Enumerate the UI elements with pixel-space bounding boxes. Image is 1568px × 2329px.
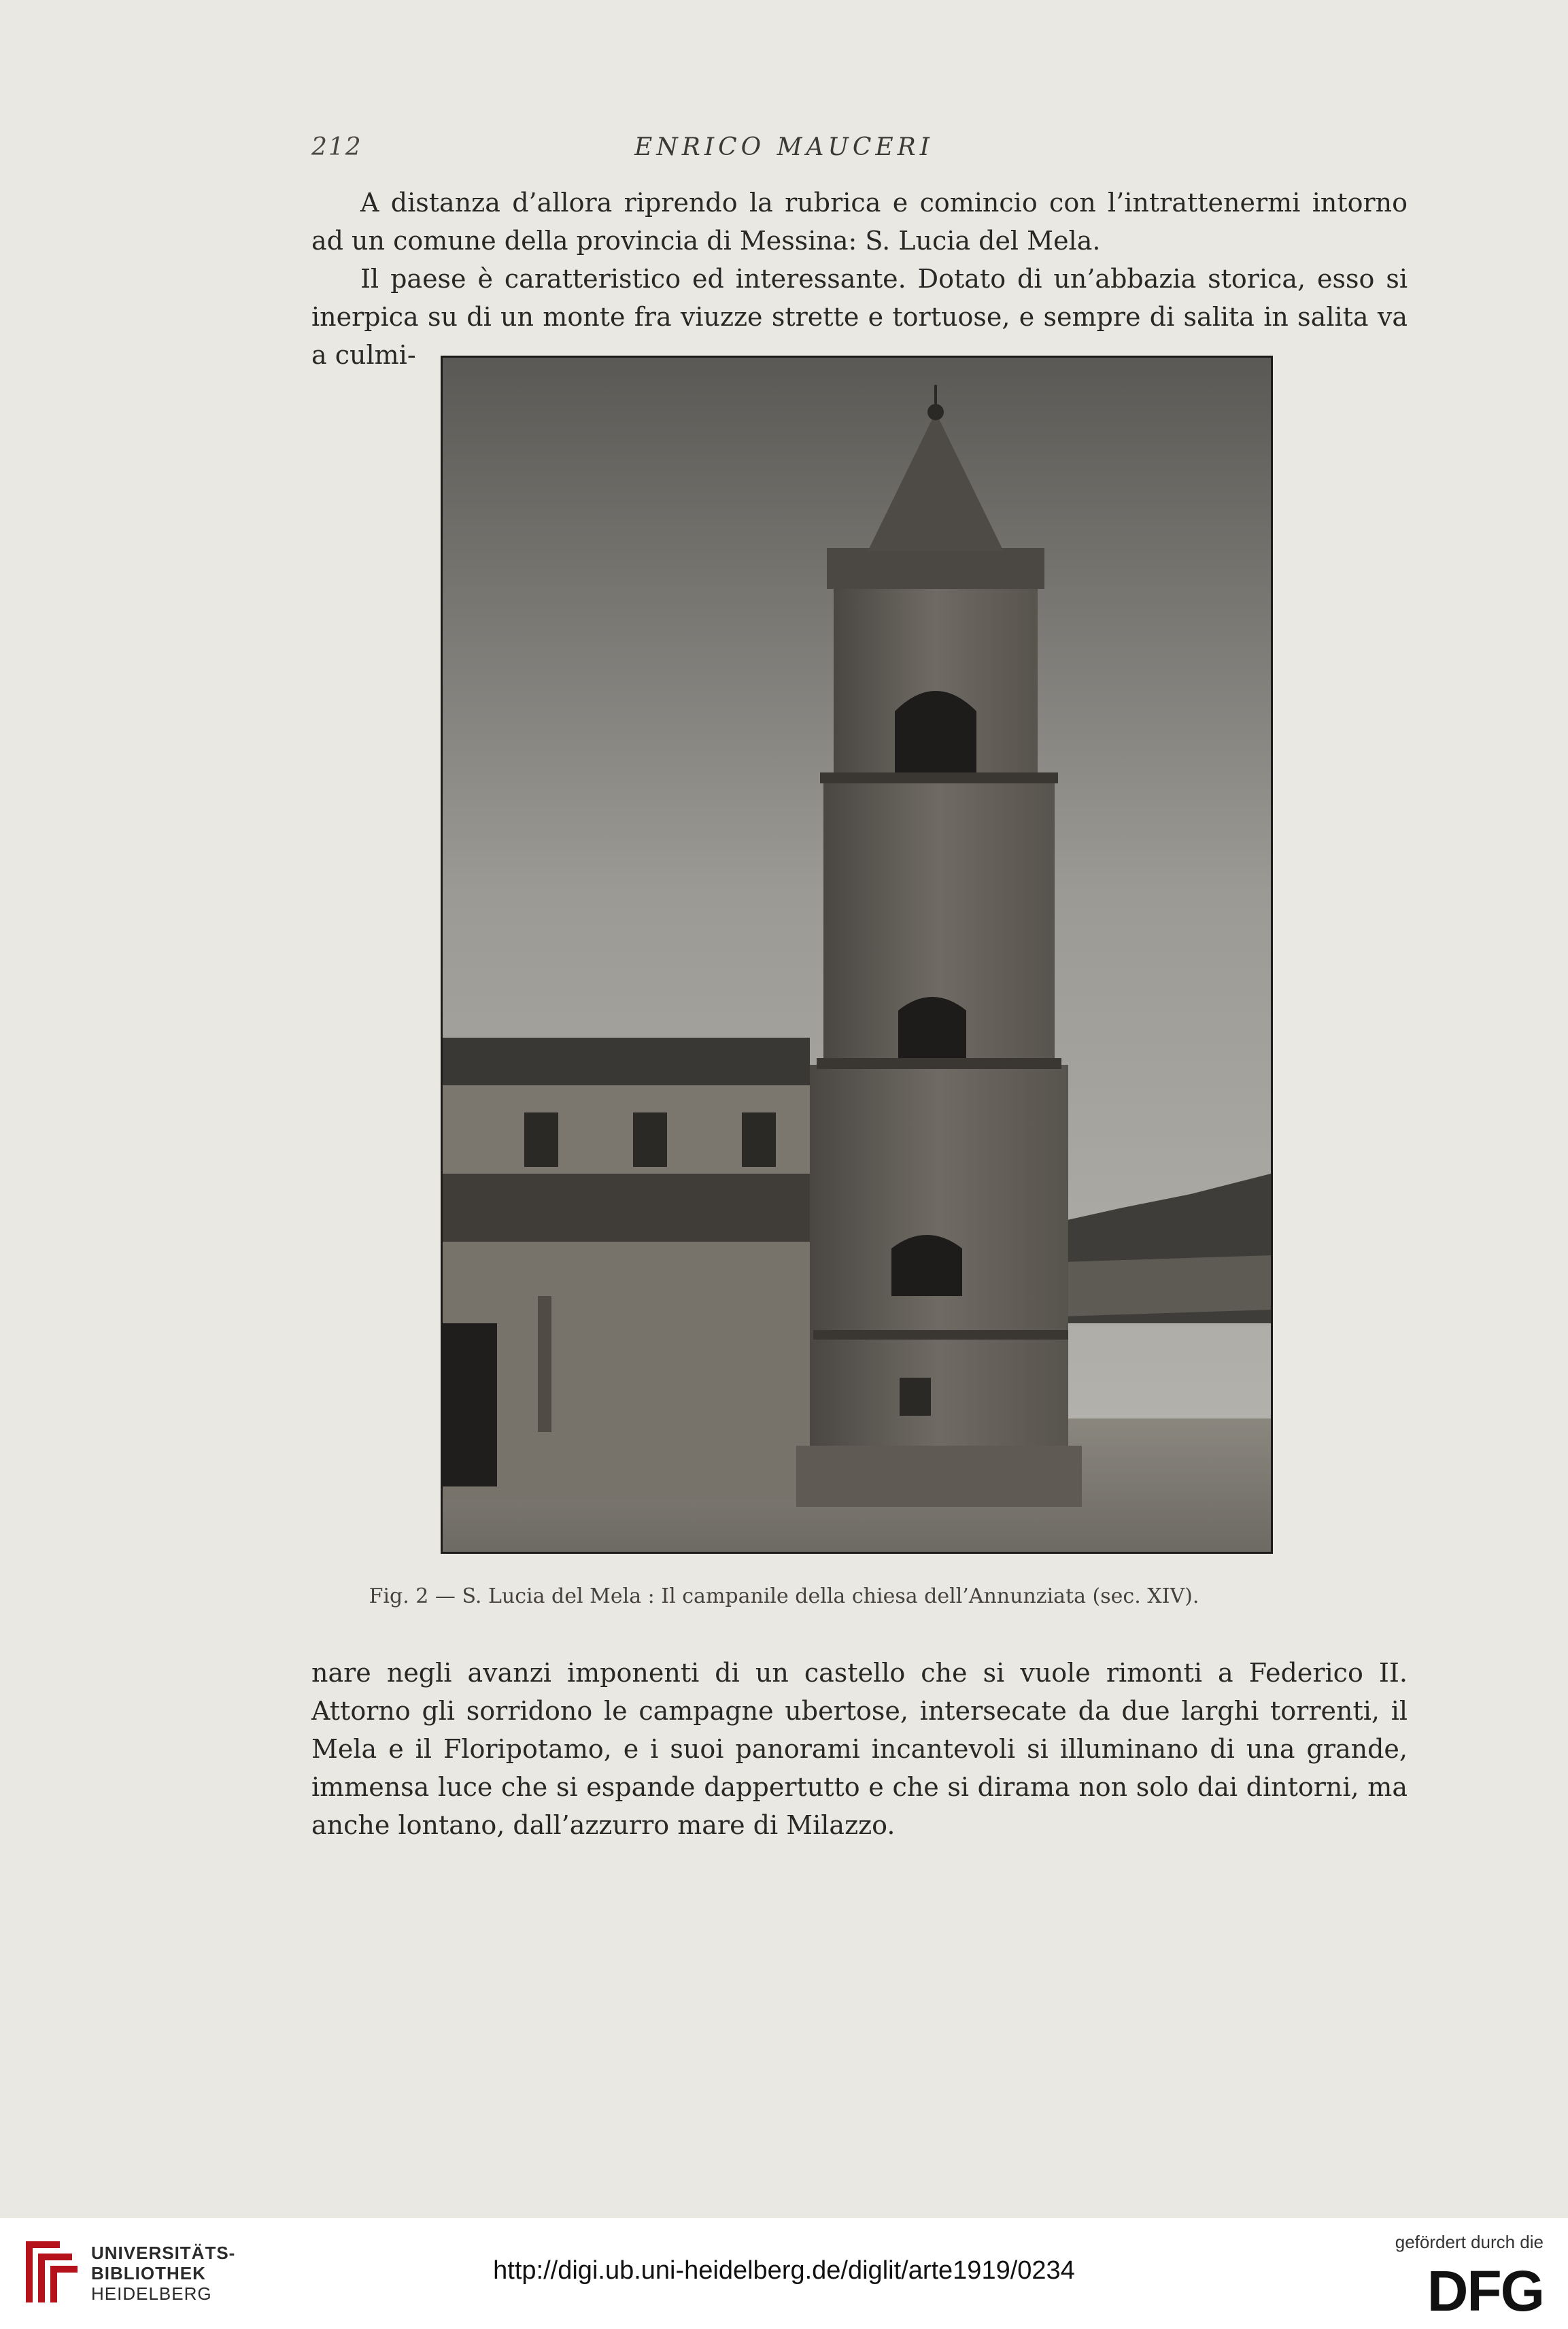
- body-text-bottom: [311, 1654, 1408, 1844]
- body-text-top: [311, 184, 1408, 374]
- library-name: UNIVERSITÄTS- BIBLIOTHEK HEIDELBERG: [91, 2243, 236, 2304]
- figure-caption: Fig. 2 — S. Lucia del Mela : Il campanile della chiesa dell’Annunziata (sec. XIV).: [369, 1584, 1199, 1608]
- page-number: 212: [311, 133, 362, 161]
- viewer-footer: [0, 2218, 1568, 2329]
- paragraph: A distanza d’allora riprendo la rubrica e comincio con l’intrattenermi intorno ad un comune della provincia di Messina: S. Lucia del Mela.: [311, 188, 1408, 256]
- paragraph: Il paese è caratteristico ed interessante. Dotato di un’abbazia storica, esso si inerpica su di un monte fra viuzze strette e tortuose, e sempre di salita in salita va a culmi-: [311, 264, 1408, 370]
- permalink-url[interactable]: http://digi.ub.uni-heidelberg.de/diglit/arte1919/0234: [493, 2256, 1075, 2285]
- dfg-logo: DFG: [1427, 2259, 1544, 2323]
- running-title: ENRICO MAUCERI: [634, 133, 934, 161]
- bell-tower-photograph: [441, 356, 1273, 1554]
- funding-label: gefördert durch die: [1395, 2232, 1544, 2252]
- paragraph: nare negli avanzi imponenti di un castello che si vuole rimonti a Federico II. Attorno gli sorridono le campagne ubertose, intersecate da due larghi torrenti, il Mela e il Floripotamo, e i suoi panorami incantevoli si illuminano di una grande, immensa luce che si espande dappertutto e che si dirama non solo dai dintorni, ma anche lontano, dall’azzurro mare di Milazzo.: [311, 1658, 1408, 1840]
